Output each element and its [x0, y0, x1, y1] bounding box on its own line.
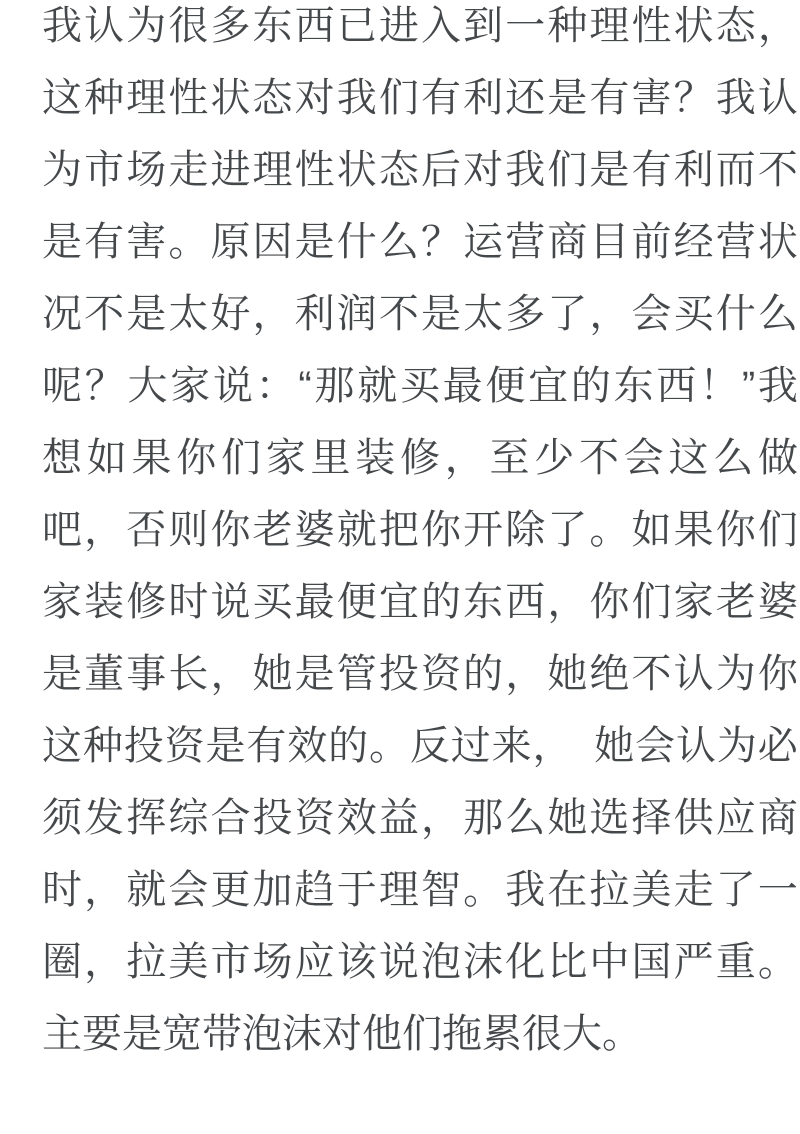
char: 你	[420, 508, 461, 552]
char: ，	[532, 724, 573, 768]
char: 了	[547, 508, 588, 552]
char: 拉	[589, 868, 630, 912]
char: 如	[86, 436, 127, 480]
char: 前	[631, 220, 672, 264]
char: 很	[168, 4, 209, 48]
char: 呢	[42, 364, 82, 408]
char: 是	[294, 220, 335, 264]
char: 会	[635, 724, 676, 768]
char: 种	[82, 724, 123, 768]
char: 是	[547, 76, 588, 120]
char: 到	[463, 4, 504, 48]
char: 一	[757, 868, 798, 912]
char: 理	[126, 76, 167, 120]
char: 便	[485, 364, 526, 408]
char: 美	[168, 940, 209, 984]
char: 认	[676, 724, 716, 768]
char: 么	[757, 292, 798, 336]
char: 状	[336, 148, 377, 192]
char: 做	[758, 436, 798, 480]
char: 管	[336, 652, 377, 696]
char: 我	[42, 4, 82, 48]
char: 是	[589, 148, 630, 192]
char: 效	[287, 724, 328, 768]
char: 来	[491, 724, 532, 768]
char: 入	[420, 4, 461, 48]
char: 果	[673, 508, 714, 552]
char: “	[298, 364, 312, 408]
char: 家	[170, 364, 211, 408]
text-line	[42, 422, 798, 494]
char: ，	[84, 940, 125, 984]
char: 性	[168, 76, 209, 120]
char: 该	[336, 940, 377, 984]
char: 。	[757, 940, 798, 984]
char: 时	[168, 580, 209, 624]
char: 智	[420, 868, 461, 912]
char: 的	[420, 580, 461, 624]
char: 严	[673, 940, 714, 984]
char: 绝	[589, 652, 630, 696]
char: 因	[252, 220, 293, 264]
char: 你	[176, 436, 217, 480]
char: 目	[589, 220, 630, 264]
char: 不	[579, 436, 619, 480]
char: 累	[482, 1012, 522, 1056]
char: 宽	[162, 1012, 202, 1056]
char: 西	[505, 580, 546, 624]
char: 利	[673, 148, 714, 192]
char: 了	[715, 868, 756, 912]
char: 是	[205, 724, 246, 768]
char: 时	[42, 868, 82, 912]
char: 沫	[463, 940, 504, 984]
char: 效	[336, 796, 377, 840]
char: 修	[126, 580, 167, 624]
char: 么	[378, 220, 419, 264]
char: 她	[547, 652, 588, 696]
char: 想	[42, 436, 82, 480]
char: 修	[400, 436, 440, 480]
char: 装	[355, 436, 396, 480]
char: 什	[715, 292, 756, 336]
char: 为	[715, 652, 756, 696]
char: ，	[84, 508, 125, 552]
char: 她	[594, 724, 635, 768]
char: ？	[420, 220, 461, 264]
char: 营	[505, 220, 546, 264]
char: 性	[631, 4, 672, 48]
char: 资	[420, 652, 461, 696]
char	[573, 710, 593, 782]
char: 认	[757, 76, 798, 120]
char: 资	[164, 724, 205, 768]
char: 宜	[528, 364, 569, 408]
char: 走	[673, 868, 714, 912]
char: 我	[505, 148, 546, 192]
char: 东	[613, 364, 654, 408]
char: 圈	[42, 940, 82, 984]
char: 们	[757, 508, 798, 552]
char: ，	[547, 580, 588, 624]
char: 他	[362, 1012, 402, 1056]
char: 最	[294, 580, 335, 624]
char: 说	[378, 940, 419, 984]
char: 走	[168, 148, 209, 192]
char: 最	[442, 364, 483, 408]
char: 原	[210, 220, 251, 264]
char: 为	[716, 724, 757, 768]
char: 泡	[420, 940, 461, 984]
char: 市	[210, 940, 251, 984]
char: 状	[757, 220, 798, 264]
char: 认	[84, 4, 125, 48]
char: 运	[463, 220, 504, 264]
char: 董	[84, 652, 125, 696]
char: 于	[336, 868, 377, 912]
char: 这	[42, 724, 82, 768]
char: 果	[131, 436, 172, 480]
char: 开	[463, 508, 504, 552]
text-line	[42, 134, 798, 206]
char: 须	[42, 796, 82, 840]
char: 。	[168, 220, 209, 264]
char: 选	[589, 796, 630, 840]
char: 态	[252, 76, 293, 120]
char: 营	[715, 220, 756, 264]
char: 太	[463, 292, 504, 336]
char: 已	[336, 4, 377, 48]
char: 种	[547, 4, 588, 48]
char: 。	[602, 1012, 642, 1056]
char: 我	[715, 76, 756, 120]
char: 理	[378, 868, 419, 912]
char: 美	[631, 868, 672, 912]
char: ，	[757, 4, 798, 48]
char: 是	[420, 292, 461, 336]
text-line	[42, 278, 798, 350]
char: 利	[463, 76, 504, 120]
char: 过	[450, 724, 491, 768]
char: 后	[420, 148, 461, 192]
char: 说	[210, 580, 251, 624]
char: 买	[673, 292, 714, 336]
char: 理	[589, 4, 630, 48]
char: 家	[42, 580, 82, 624]
char: 事	[126, 652, 167, 696]
text-line	[42, 566, 798, 638]
char: 老	[252, 508, 293, 552]
char: 场	[252, 940, 293, 984]
char: 多	[210, 4, 251, 48]
char: 态	[378, 148, 419, 192]
char: 不	[378, 292, 419, 336]
text-line	[42, 350, 798, 422]
text-line	[42, 206, 798, 278]
char: ，	[252, 292, 293, 336]
char: 挥	[126, 796, 167, 840]
char: 。	[463, 868, 504, 912]
article-paragraph	[42, 0, 798, 1070]
char: 我	[505, 868, 546, 912]
char: 害	[631, 76, 672, 120]
char: 了	[547, 292, 588, 336]
char: 说	[212, 364, 253, 408]
char: 况	[42, 292, 82, 336]
char: ！	[699, 364, 740, 408]
char: 会	[631, 292, 672, 336]
char: 你	[210, 508, 251, 552]
char: 带	[202, 1012, 242, 1056]
char: 我	[757, 364, 798, 408]
text-line	[42, 854, 798, 926]
char: 是	[294, 652, 335, 696]
char: 拖	[442, 1012, 482, 1056]
char: 还	[505, 76, 546, 120]
char: 东	[252, 4, 293, 48]
char: 润	[336, 292, 377, 336]
char: 吧	[42, 508, 82, 552]
char: ，	[420, 796, 461, 840]
char: 西	[294, 4, 335, 48]
char: 有	[631, 148, 672, 192]
char: 利	[294, 292, 335, 336]
char: 商	[757, 796, 798, 840]
char: ，	[210, 652, 251, 696]
char: 这	[668, 436, 709, 480]
char: ，	[84, 868, 125, 912]
char: 多	[505, 292, 546, 336]
char: 不	[757, 148, 798, 192]
char: 好	[210, 292, 251, 336]
char: 害	[126, 220, 167, 264]
char: 买	[399, 364, 440, 408]
char: 你	[589, 580, 630, 624]
char: 为	[42, 148, 82, 192]
char: 对	[294, 76, 335, 120]
char: 沫	[282, 1012, 322, 1056]
char: 中	[589, 940, 630, 984]
char: 对	[322, 1012, 362, 1056]
char: 对	[463, 148, 504, 192]
char: 是	[122, 1012, 162, 1056]
char: 供	[673, 796, 714, 840]
char: 大	[562, 1012, 602, 1056]
char: 什	[336, 220, 377, 264]
char: 大	[127, 364, 168, 408]
char: 她	[547, 796, 588, 840]
text-line	[42, 710, 798, 782]
char: 趋	[294, 868, 335, 912]
char: 很	[522, 1012, 562, 1056]
char: 长	[168, 652, 209, 696]
char: 家	[673, 580, 714, 624]
char: 理	[252, 148, 293, 192]
char: 资	[294, 796, 335, 840]
char: 们	[378, 76, 419, 120]
text-line	[42, 782, 798, 854]
char: 不	[631, 652, 672, 696]
char: 状	[673, 4, 714, 48]
char: 会	[623, 436, 664, 480]
char: 买	[252, 580, 293, 624]
char: ，	[444, 436, 485, 480]
char: 态	[715, 4, 756, 48]
char: 为	[126, 4, 167, 48]
char: 应	[294, 940, 335, 984]
char: 益	[378, 796, 419, 840]
char: 就	[357, 364, 398, 408]
char: 。	[369, 724, 409, 768]
char: 她	[252, 652, 293, 696]
char: 商	[547, 220, 588, 264]
char: 宜	[378, 580, 419, 624]
char: 国	[631, 940, 672, 984]
char: 而	[715, 148, 756, 192]
char: 会	[168, 868, 209, 912]
char: ，	[505, 652, 546, 696]
char: 如	[631, 508, 672, 552]
char: 装	[84, 580, 125, 624]
char: 西	[656, 364, 697, 408]
char: 有	[589, 76, 630, 120]
char: 重	[715, 940, 756, 984]
char: 有	[84, 220, 125, 264]
char: 们	[402, 1012, 442, 1056]
char: 你	[715, 508, 756, 552]
char: 要	[82, 1012, 122, 1056]
char: 投	[378, 652, 419, 696]
char: 拉	[126, 940, 167, 984]
char: 么	[505, 796, 546, 840]
char: ”	[741, 364, 756, 408]
char: 家	[265, 436, 306, 480]
char: 太	[168, 292, 209, 336]
char: 有	[420, 76, 461, 120]
char: 化	[505, 940, 546, 984]
char: 综	[168, 796, 209, 840]
char: 认	[673, 652, 714, 696]
char: 们	[547, 148, 588, 192]
char: ？	[673, 76, 714, 120]
char: 我	[336, 76, 377, 120]
text-line	[42, 494, 798, 566]
char: 少	[534, 436, 575, 480]
char: 便	[336, 580, 377, 624]
text-line	[42, 926, 798, 998]
char: 的	[328, 724, 369, 768]
char: 一	[505, 4, 546, 48]
char: 必	[757, 724, 798, 768]
char: 经	[673, 220, 714, 264]
text-line	[42, 0, 798, 62]
text-line	[42, 638, 798, 710]
char: 投	[123, 724, 164, 768]
char: 的	[570, 364, 611, 408]
char: 比	[547, 940, 588, 984]
char: 合	[210, 796, 251, 840]
char: 性	[294, 148, 335, 192]
char: 们	[631, 580, 672, 624]
char: 就	[336, 508, 377, 552]
char: 更	[210, 868, 251, 912]
char: 状	[210, 76, 251, 120]
char: 的	[463, 652, 504, 696]
char: 就	[126, 868, 167, 912]
char: 是	[42, 652, 82, 696]
char: 主	[42, 1012, 82, 1056]
text-line	[42, 998, 798, 1070]
char: 。	[589, 508, 630, 552]
char: 婆	[757, 580, 798, 624]
char: 发	[84, 796, 125, 840]
char: 东	[463, 580, 504, 624]
char: 泡	[242, 1012, 282, 1056]
char: 那	[463, 796, 504, 840]
char: 么	[713, 436, 754, 480]
char: 市	[84, 148, 125, 192]
char: 是	[126, 292, 167, 336]
char: 则	[168, 508, 209, 552]
char: 加	[252, 868, 293, 912]
char: 择	[631, 796, 672, 840]
char: 里	[310, 436, 351, 480]
char: 你	[757, 652, 798, 696]
char: 种	[84, 76, 125, 120]
char: 场	[126, 148, 167, 192]
char: 这	[42, 76, 82, 120]
char: 至	[489, 436, 530, 480]
char: 老	[715, 580, 756, 624]
char: 那	[314, 364, 355, 408]
char: 反	[409, 724, 450, 768]
char: 有	[246, 724, 287, 768]
text-line	[42, 62, 798, 134]
char: 应	[715, 796, 756, 840]
char: ，	[589, 292, 630, 336]
char: 婆	[294, 508, 335, 552]
char: 在	[547, 868, 588, 912]
char: 投	[252, 796, 293, 840]
char: 否	[126, 508, 167, 552]
char: 们	[221, 436, 261, 480]
char: 把	[378, 508, 419, 552]
char: ？	[84, 364, 125, 408]
char: 进	[378, 4, 419, 48]
char: 进	[210, 148, 251, 192]
char: 是	[42, 220, 82, 264]
char: 不	[84, 292, 125, 336]
char: ：	[255, 364, 296, 408]
char: 除	[505, 508, 546, 552]
